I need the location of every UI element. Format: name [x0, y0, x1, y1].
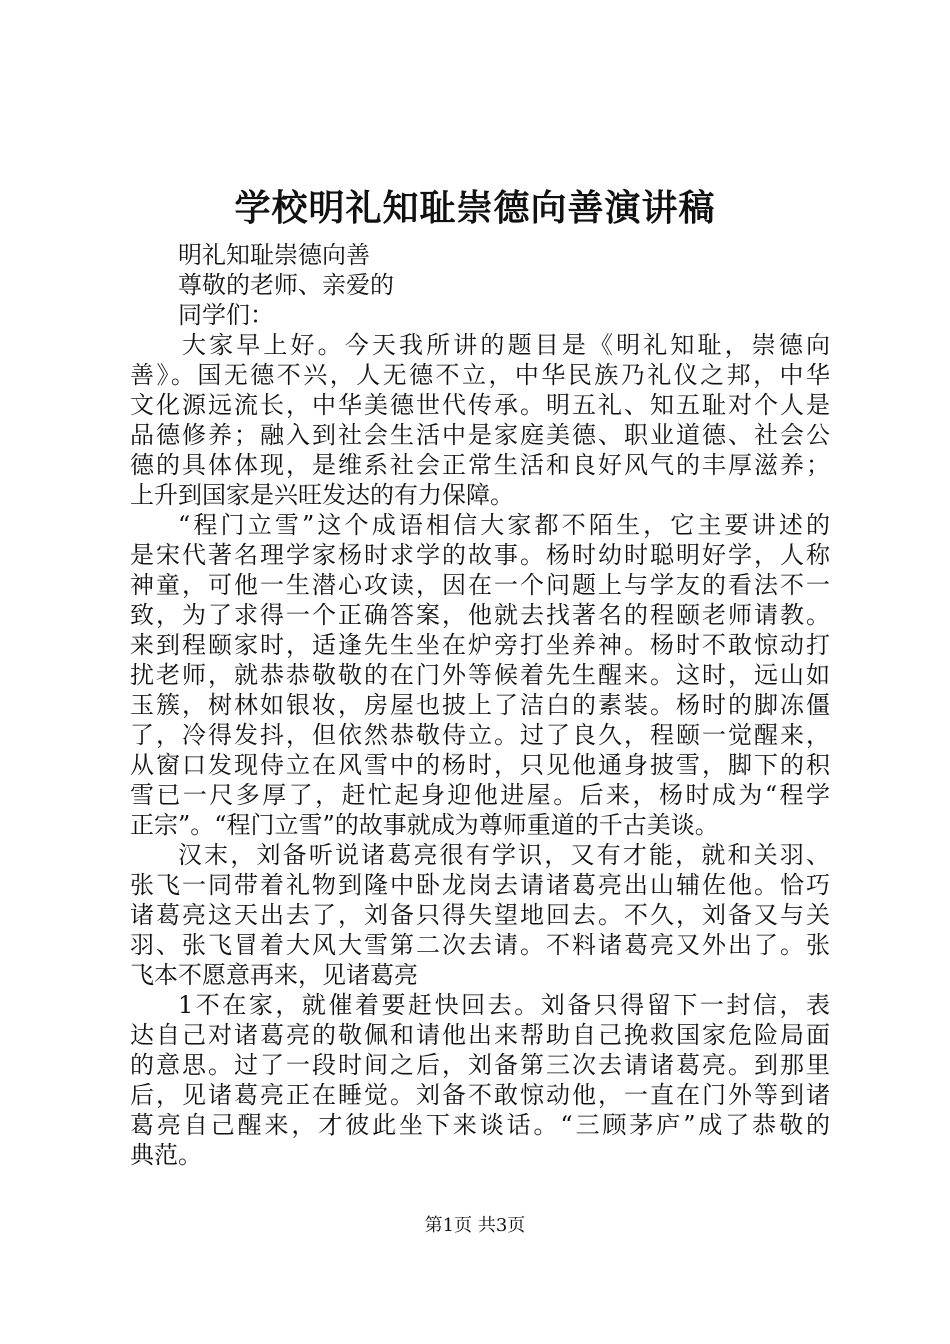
- salutation-line-2: 同学们：: [178, 301, 274, 329]
- paragraph-1: [130, 330, 830, 510]
- paragraph-line: 致，为了求得一个正确答案，他就去找著名的程颐老师请教。: [130, 601, 830, 629]
- paragraph-line: 雪已一尺多厚了，赶忙起身迎他进屋。后来，杨时成为“程学: [130, 781, 830, 809]
- paragraph-line: 汉末，刘备听说诸葛亮很有学识，又有才能，就和关羽、: [178, 841, 830, 869]
- paragraph-line: 扰老师，就恭恭敬敬的在门外等候着先生醒来。这时，远山如: [130, 661, 830, 689]
- paragraph-line: 的意思。过了一段时间之后，刘备第三次去请诸葛亮。到那里: [130, 1051, 830, 1079]
- paragraph-line: 来到程颐家时，适逢先生坐在炉旁打坐养神。杨时不敢惊动打: [130, 631, 830, 659]
- paragraph-line: 了，冷得发抖，但依然恭敬侍立。过了良久，程颐一觉醒来，: [130, 721, 830, 749]
- paragraph-line: 达自己对诸葛亮的敬佩和请他出来帮助自己挽救国家危险局面: [130, 1021, 830, 1049]
- paragraph-line: 从窗口发现侍立在风雪中的杨时，只见他通身披雪，脚下的积: [130, 751, 830, 779]
- paragraph-3: [130, 840, 830, 990]
- paragraph-line: 飞本不愿意再来，见诸葛亮: [130, 961, 418, 989]
- paragraph-line: 德的具体体现，是维系社会正常生活和良好风气的丰厚滋养；: [130, 451, 830, 479]
- paragraph-line: 玉簇，树林如银妆，房屋也披上了洁白的素装。杨时的脚冻僵: [130, 691, 830, 719]
- paragraph-2: [130, 510, 830, 840]
- paragraph-line: 神童，可他一生潜心攻读，因在一个问题上与学友的看法不一: [130, 571, 830, 599]
- paragraph-line: 后，见诸葛亮正在睡觉。刘备不敢惊动他，一直在门外等到诸: [130, 1081, 830, 1109]
- paragraph-line: 张飞一同带着礼物到隆中卧龙岗去请诸葛亮出山辅佐他。恰巧: [130, 871, 830, 899]
- document-body: [130, 240, 830, 1170]
- paragraph-line: 羽、张飞冒着大风大雪第二次去请。不料诸葛亮又外出了。张: [130, 931, 830, 959]
- paragraph-line: 是宋代著名理学家杨时求学的故事。杨时幼时聪明好学，人称: [130, 541, 830, 569]
- document-title: 学校明礼知耻崇德向善演讲稿: [234, 187, 716, 229]
- page-footer: 第1页 共3页: [424, 1215, 526, 1236]
- paragraph-line: 典范。: [130, 1141, 202, 1169]
- paragraph-line: 1不在家，就催着要赶快回去。刘备只得留下一封信，表: [178, 991, 830, 1019]
- paragraph-line: 善》。国无德不兴，人无德不立，中华民族乃礼仪之邦，中华: [130, 361, 830, 389]
- paragraph-line: 诸葛亮这天出去了，刘备只得失望地回去。不久，刘备又与关: [130, 901, 830, 929]
- paragraph-line: 品德修养；融入到社会生活中是家庭美德、职业道德、社会公: [130, 421, 830, 449]
- salutation-line-1: 尊敬的老师、亲爱的: [178, 271, 394, 299]
- subtitle: 明礼知耻崇德向善: [178, 241, 370, 269]
- paragraph-line: 葛亮自己醒来，才彼此坐下来谈话。“三顾茅庐”成了恭敬的: [130, 1111, 830, 1139]
- paragraph-line: 大家早上好。今天我所讲的题目是《明礼知耻，崇德向: [182, 331, 830, 359]
- paragraph-line: 正宗”。“程门立雪”的故事就成为尊师重道的千古美谈。: [130, 811, 719, 839]
- paragraph-4: [130, 990, 830, 1170]
- paragraph-line: “程门立雪”这个成语相信大家都不陌生，它主要讲述的: [178, 511, 830, 539]
- paragraph-line: 文化源远流长，中华美德世代传承。明五礼、知五耻对个人是: [130, 391, 830, 419]
- paragraph-line: 上升到国家是兴旺发达的有力保障。: [130, 481, 514, 509]
